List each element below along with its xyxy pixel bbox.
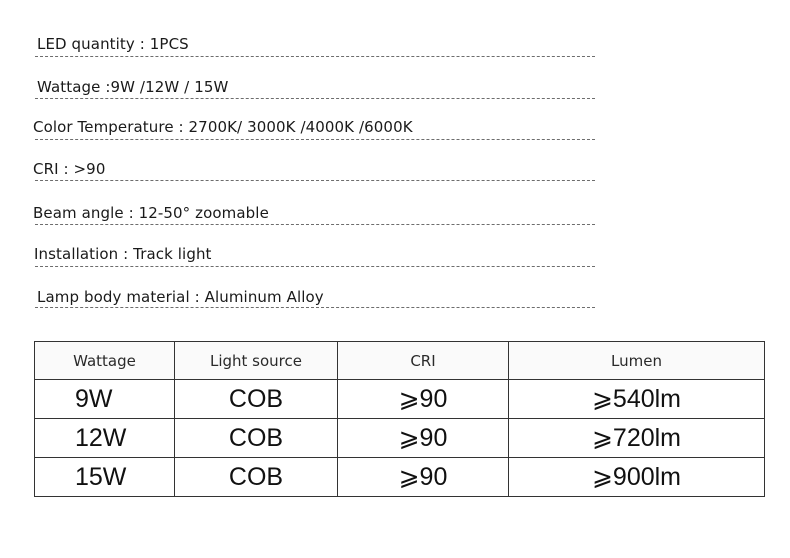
spec-table: [34, 341, 765, 497]
cell-wattage: 15W: [35, 458, 175, 497]
divider: [35, 139, 595, 140]
table-row: [35, 380, 765, 419]
spec-cri: CRI : >90: [33, 160, 106, 178]
spec-led-quantity: LED quantity : 1PCS: [37, 35, 189, 53]
divider: [35, 56, 595, 57]
cell-lumen: ⩾540lm: [509, 380, 765, 419]
cell-cri: ⩾90: [338, 380, 509, 419]
header-light-source: Light source: [175, 342, 338, 380]
header-cri: CRI: [338, 342, 509, 380]
divider: [35, 266, 595, 267]
table-header-row: [35, 342, 765, 380]
spec-wattage: Wattage :9W /12W / 15W: [37, 78, 229, 96]
cell-lumen: ⩾720lm: [509, 419, 765, 458]
spec-color-temperature: Color Temperature : 2700K/ 3000K /4000K /6000K: [33, 118, 413, 136]
cell-wattage: 12W: [35, 419, 175, 458]
spec-beam-angle: Beam angle : 12-50° zoomable: [33, 204, 269, 222]
cell-lumen: ⩾900lm: [509, 458, 765, 497]
cell-wattage: 9W: [35, 380, 175, 419]
header-lumen: Lumen: [509, 342, 765, 380]
cell-light-source: COB: [175, 380, 338, 419]
divider: [35, 98, 595, 99]
table-row: [35, 419, 765, 458]
spec-installation: Installation : Track light: [34, 245, 212, 263]
cell-light-source: COB: [175, 458, 338, 497]
divider: [35, 307, 595, 308]
cell-cri: ⩾90: [338, 419, 509, 458]
cell-light-source: COB: [175, 419, 338, 458]
header-wattage: Wattage: [35, 342, 175, 380]
divider: [35, 180, 595, 181]
divider: [35, 224, 595, 225]
table-row: [35, 458, 765, 497]
cell-cri: ⩾90: [338, 458, 509, 497]
spec-body-material: Lamp body material : Aluminum Alloy: [37, 288, 324, 306]
